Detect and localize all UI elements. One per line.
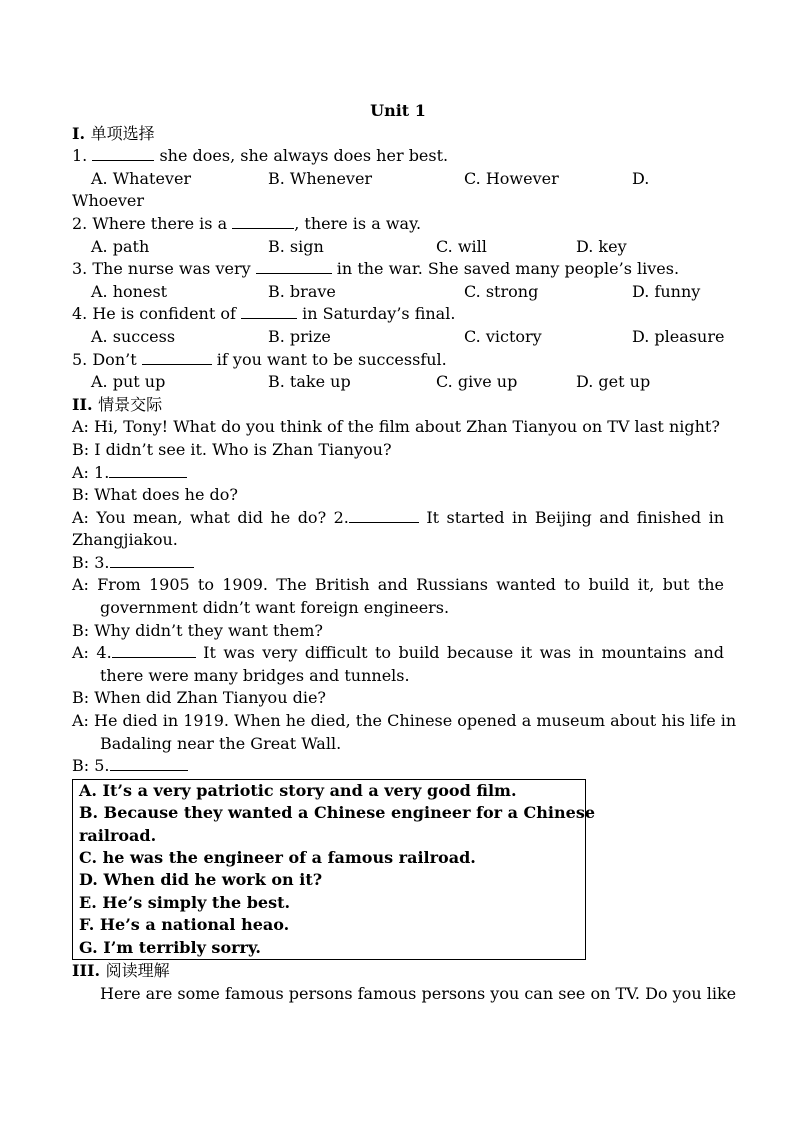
answer-blank-2[interactable] — [349, 508, 419, 523]
dialogue-line: A: Hi, Tony! What do you think of the film about Zhan Tianyou on TV last night? — [72, 417, 720, 437]
question-4-options — [72, 326, 724, 349]
dialogue-line: A: 1. — [72, 462, 724, 485]
option-b[interactable]: B. Whenever — [268, 168, 373, 188]
option-a[interactable]: A. honest — [91, 281, 168, 301]
answer-blank[interactable] — [256, 259, 332, 274]
dialogue-line: B: I didn’t see it. Who is Zhan Tianyou? — [72, 439, 392, 459]
dialogue-line: Badaling near the Great Wall. — [100, 733, 342, 753]
options-box — [72, 779, 595, 960]
option-d: D. When did he work on it? — [79, 870, 323, 890]
option-c[interactable]: C. strong — [464, 281, 539, 301]
option-e: E. He’s simply the best. — [79, 892, 291, 912]
dialogue-line: there were many bridges and tunnels. — [100, 665, 410, 685]
option-d-wrap[interactable]: Whoever — [72, 191, 145, 211]
question-1-options — [72, 168, 724, 191]
answer-blank[interactable] — [241, 304, 297, 319]
option-d[interactable]: D. — [632, 168, 650, 188]
dialogue-line: B: 3. — [72, 552, 724, 575]
section-2-heading: II. 情景交际 — [72, 394, 163, 414]
option-c[interactable]: C. However — [464, 168, 559, 188]
option-b[interactable]: B. brave — [268, 281, 336, 301]
option-d[interactable]: D. funny — [632, 281, 701, 301]
option-b[interactable]: B. sign — [268, 236, 324, 256]
option-c[interactable]: C. will — [436, 236, 487, 256]
option-b[interactable]: B. take up — [268, 372, 351, 392]
answer-blank-3[interactable] — [110, 553, 194, 568]
question-5: 5. Don’t if you want to be successful. — [72, 349, 447, 369]
option-a[interactable]: A. Whatever — [91, 168, 192, 188]
page-title: Unit 1 — [370, 101, 426, 120]
option-g: G. I’m terribly sorry. — [79, 937, 261, 957]
option-a[interactable]: A. put up — [91, 372, 166, 392]
question-2: 2. Where there is a , there is a way. — [72, 213, 422, 233]
option-c[interactable]: C. give up — [436, 372, 518, 392]
question-2-options — [72, 236, 724, 259]
answer-blank[interactable] — [92, 146, 154, 161]
option-d[interactable]: D. key — [576, 236, 627, 256]
question-3-options — [72, 281, 724, 304]
option-c: C. he was the engineer of a famous railroad. — [79, 847, 476, 867]
option-f: F. He’s a national heao. — [79, 915, 290, 935]
answer-blank-4[interactable] — [112, 643, 196, 658]
dialogue-line: A: You mean, what did he do? 2. It started in Beijing and finished in — [72, 507, 724, 527]
answer-blank-5[interactable] — [110, 756, 188, 771]
question-3: 3. The nurse was very in the war. She saved many people’s lives. — [72, 259, 680, 279]
dialogue-line: B: When did Zhan Tianyou die? — [72, 688, 326, 708]
question-4: 4. He is confident of in Saturday’s final. — [72, 304, 456, 324]
dialogue-line: B: Why didn’t they want them? — [72, 620, 323, 640]
dialogue-line: Zhangjiakou. — [72, 530, 178, 550]
worksheet-page — [72, 100, 737, 1005]
reading-intro: Here are some famous persons famous persons you can see on TV. Do you like — [100, 983, 737, 1003]
option-b-wrap: railroad. — [79, 825, 157, 845]
option-d[interactable]: D. get up — [576, 372, 651, 392]
dialogue-line: A: He died in 1919. When he died, the Chinese opened a museum about his life in — [72, 711, 737, 731]
section-1-heading: I. 单项选择 — [72, 123, 155, 143]
option-c[interactable]: C. victory — [464, 326, 542, 346]
question-5-options — [72, 371, 724, 394]
option-a[interactable]: A. path — [91, 236, 150, 256]
option-a[interactable]: A. success — [91, 326, 176, 346]
answer-blank[interactable] — [142, 350, 212, 365]
section-3-heading: III. 阅读理解 — [72, 960, 170, 980]
dialogue-line: A: From 1905 to 1909. The British and Russians wanted to build it, but the — [72, 575, 724, 595]
option-b[interactable]: B. prize — [268, 326, 331, 346]
dialogue-line: B: 5. — [72, 755, 724, 778]
answer-blank-1[interactable] — [109, 463, 187, 478]
dialogue-line: B: What does he do? — [72, 485, 238, 505]
option-a: A. It’s a very patriotic story and a very good film. — [79, 780, 517, 800]
option-b: B. Because they wanted a Chinese engineer for a Chinese — [79, 803, 595, 823]
option-d[interactable]: D. pleasure — [632, 326, 725, 346]
answer-blank[interactable] — [232, 214, 294, 229]
question-1: 1. she does, she always does her best. — [72, 146, 449, 166]
dialogue-line: A: 4. It was very difficult to build because it was in mountains and — [72, 643, 725, 663]
dialogue-line: government didn’t want foreign engineers. — [100, 598, 450, 618]
